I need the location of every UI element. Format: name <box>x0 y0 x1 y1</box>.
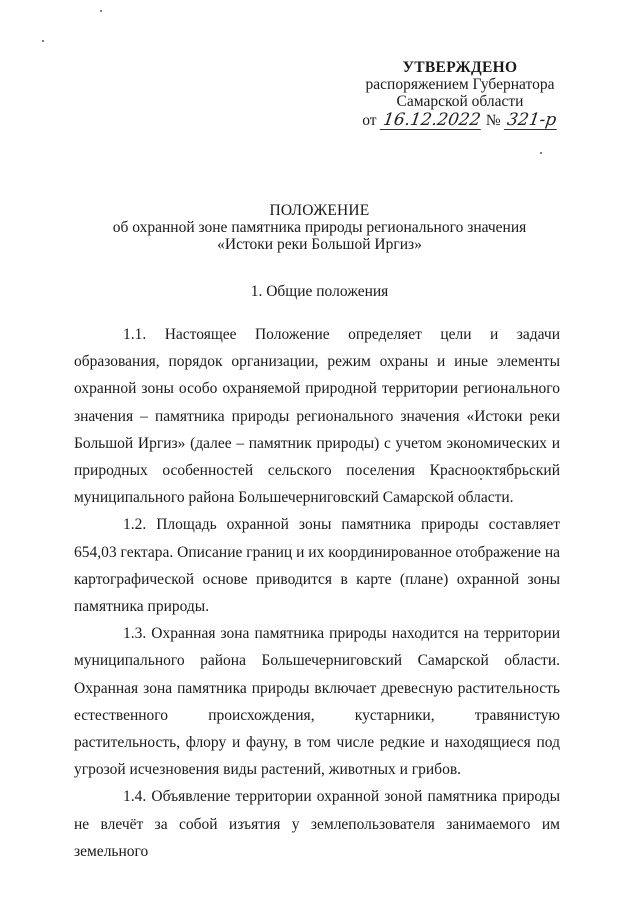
document-title: ПОЛОЖЕНИЕ <box>269 202 370 219</box>
paragraph-1-3: 1.3. Охранная зона памятника природы находится на территории муниципального района Большечерниговский Самарской области. Охранная зона памятника природы включает древесную растительность естественного происхождения, кустарники, травянистую растительность, флору и фауну, в том числе редкие и находящиеся под угрозой исчезновения виды растений, животных и грибов. <box>74 625 560 779</box>
handwritten-number: 321-р <box>505 110 558 130</box>
paragraph-1-1: 1.1. Настоящее Положение определяет цели и задачи образования, порядок организации, режим охраны и иные элементы охранной зоны особо охраняемой природной территории регионального значения – памятника природы регионального значения «Истоки реки Большой Иргиз» (далее – памятник природы) с учетом экономических и природных особенностей сельского поселения Краснооктябрьский муниципального района Большечерниговский Самарской области. <box>74 326 560 507</box>
date-prefix: от <box>362 112 377 129</box>
scan-speck <box>42 40 44 42</box>
number-label: № <box>485 112 501 129</box>
approval-date-line <box>360 112 560 130</box>
scan-speck <box>540 152 542 154</box>
approval-stamp <box>360 59 560 130</box>
section-heading: 1. Общие положения <box>250 283 389 300</box>
document-subtitle-line1: об охранной зоне памятника природы регионального значения <box>112 219 527 236</box>
section-body <box>74 321 560 865</box>
scan-speck <box>100 10 102 12</box>
document-title-block <box>0 202 639 253</box>
paragraph-1-4: 1.4. Объявление территории охранной зоной памятника природы не влечёт за собой изъятия у землепользователя занимаемого им земельного <box>74 788 560 860</box>
approval-region: Самарской области <box>396 93 524 110</box>
approval-authority: распоряжением Губернатора <box>365 76 555 93</box>
approval-title: УТВЕРЖДЕНО <box>402 59 518 76</box>
document-subtitle-line2: «Истоки реки Большой Иргиз» <box>217 236 422 253</box>
handwritten-date: 16.12.2022 <box>381 110 482 130</box>
paragraph-1-2: 1.2. Площадь охранной зоны памятника природы составляет 654,03 гектара. Описание границ и их координированное отображение на картографической основе приводится в карте (плане) охранной зоны памятника природы. <box>74 516 560 616</box>
